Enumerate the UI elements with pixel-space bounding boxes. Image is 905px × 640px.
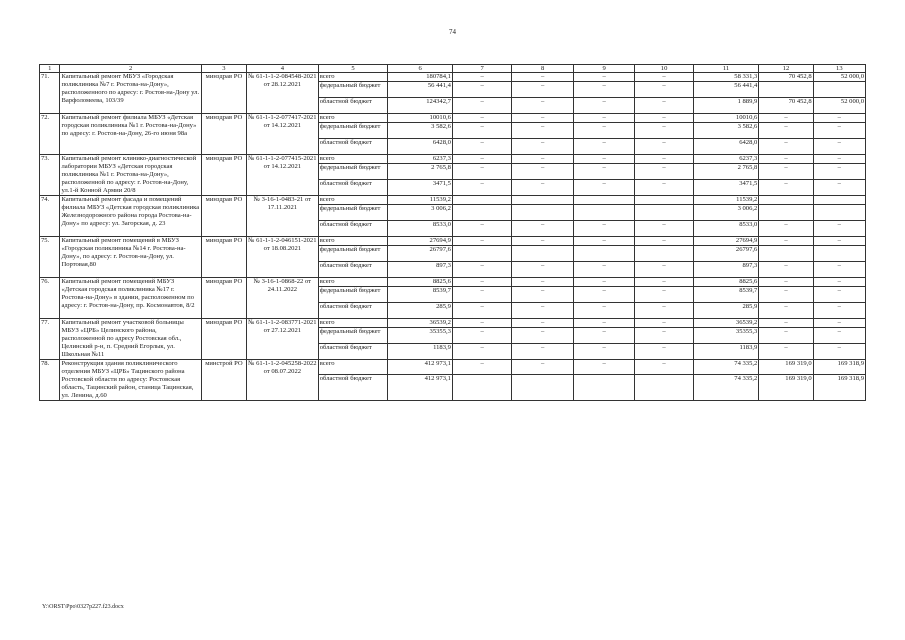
amount-cell: 3 006,2 [388,205,453,221]
amount-cell: – [452,237,511,246]
row-number: 76. [40,278,60,319]
amount-cell: – [813,221,865,237]
table-row [40,278,866,287]
amount-cell: – [452,82,511,98]
row-document: № 61-1-1-2-077415-2021 от 14.12.2021 [246,155,318,196]
amount-cell: – [759,123,813,139]
amount-cell: – [635,164,693,180]
amount-cell [452,374,511,400]
amount-cell: 1183,9 [693,344,759,360]
amount-cell: – [759,303,813,319]
row-description: Капитальный ремонт участковой больницы МБУЗ «ЦРБ» Целинского района, расположенной по адресу Ростовская обл., Целинский р-н, п. Средний Егорлык, ул. Школьная №11 [60,319,201,360]
page-number: 74 [449,28,456,36]
amount-cell: – [759,278,813,287]
funding-source: федеральный бюджет [318,164,388,180]
amount-cell: 10010,6 [388,114,453,123]
row-number: 74. [40,196,60,237]
amount-cell: – [573,98,634,114]
amount-cell: 8539,7 [388,287,453,303]
amount-cell: – [813,237,865,246]
funding-source: областной бюджет [318,262,388,278]
amount-cell [813,82,865,98]
amount-cell: 169 319,0 [759,360,813,375]
amount-cell: – [452,139,511,155]
amount-cell: 56 441,4 [693,82,759,98]
amount-cell: – [813,262,865,278]
amount-cell: – [813,287,865,303]
amount-cell: – [813,155,865,164]
amount-cell [635,374,693,400]
row-description: Капитальный ремонт филиала МБУЗ «Детская городская поликлиника №1 г. Ростова-на-Дону» по адресу: г. Ростов-на-Дону, 26-го июня 98а [60,114,201,155]
row-document: № 61-1-1-2-083771-2021 от 27.12.2021 [246,319,318,360]
amount-cell: 8825,6 [388,278,453,287]
amount-cell [512,205,573,221]
amount-cell: – [512,278,573,287]
amount-cell: – [512,287,573,303]
amount-cell: – [813,180,865,196]
amount-cell [759,196,813,205]
amount-cell: – [452,278,511,287]
amount-cell: – [759,287,813,303]
row-document: № 61-1-1-2-045258-2022 от 08.07.2022 [246,360,318,401]
amount-cell [573,246,634,262]
amount-cell [452,205,511,221]
amount-cell: – [635,287,693,303]
amount-cell: – [813,328,865,344]
amount-cell: – [635,221,693,237]
amount-cell: – [635,237,693,246]
amount-cell: – [452,98,511,114]
amount-cell: 2 765,8 [693,164,759,180]
amount-cell: 6237,3 [388,155,453,164]
amount-cell: – [573,303,634,319]
column-header: 3 [201,65,246,73]
amount-cell: 35355,3 [693,328,759,344]
row-description: Капитальный ремонт помещений МБУЗ «Детская городская поликлиника №17 г. Ростова-на-Дону» в здании, расположенном по адресу: г. Ростов-на-Дону, пр. Космонавтов, 8/2 [60,278,201,319]
amount-cell: – [452,164,511,180]
amount-cell: 8533,0 [388,221,453,237]
amount-cell: – [635,123,693,139]
amount-cell: – [512,98,573,114]
amount-cell: 169 318,9 [813,374,865,400]
amount-cell: 74 335,2 [693,374,759,400]
amount-cell: – [759,344,813,360]
amount-cell: 1 889,9 [693,98,759,114]
amount-cell: – [452,73,511,82]
funding-source: всего [318,237,388,246]
funding-source: федеральный бюджет [318,246,388,262]
amount-cell: – [573,287,634,303]
amount-cell: – [512,180,573,196]
amount-cell: 8539,7 [693,287,759,303]
amount-cell: 169 318,9 [813,360,865,375]
amount-cell: – [635,180,693,196]
amount-cell: – [512,237,573,246]
amount-cell: 11539,2 [388,196,453,205]
funding-source: федеральный бюджет [318,287,388,303]
amount-cell [452,196,511,205]
amount-cell: 124342,7 [388,98,453,114]
column-header: 9 [573,65,634,73]
funding-source: областной бюджет [318,303,388,319]
row-ministry: минздрав РО [201,237,246,278]
amount-cell: 169 319,0 [759,374,813,400]
amount-cell: – [573,278,634,287]
table-body [40,73,866,401]
amount-cell: 74 335,2 [693,360,759,375]
column-header: 12 [759,65,813,73]
amount-cell: – [573,237,634,246]
amount-cell: 3471,5 [693,180,759,196]
amount-cell: 8825,6 [693,278,759,287]
amount-cell: – [635,114,693,123]
amount-cell: – [452,303,511,319]
amount-cell: – [452,360,511,375]
amount-cell: 10010,6 [693,114,759,123]
amount-cell: – [635,278,693,287]
amount-cell: 2 765,8 [388,164,453,180]
amount-cell: – [452,155,511,164]
amount-cell [512,374,573,400]
amount-cell: – [759,328,813,344]
row-ministry: минздрав РО [201,155,246,196]
row-number: 71. [40,73,60,114]
amount-cell: – [573,328,634,344]
amount-cell: 3 582,6 [388,123,453,139]
table-row [40,155,866,164]
amount-cell: 58 331,3 [693,73,759,82]
amount-cell: – [573,164,634,180]
budget-table [39,64,866,401]
amount-cell: – [512,360,573,375]
amount-cell: – [452,123,511,139]
amount-cell: – [759,139,813,155]
amount-cell: – [635,82,693,98]
row-document: № 61-1-1-2-046151-2021 от 18.08.2021 [246,237,318,278]
amount-cell: 897,3 [388,262,453,278]
amount-cell: 26797,6 [388,246,453,262]
amount-cell: – [813,278,865,287]
amount-cell: – [635,73,693,82]
amount-cell: – [452,262,511,278]
amount-cell [635,205,693,221]
funding-source: областной бюджет [318,344,388,360]
amount-cell: 35355,3 [388,328,453,344]
column-header: 8 [512,65,573,73]
funding-source: областной бюджет [318,98,388,114]
amount-cell: 27694,9 [388,237,453,246]
amount-cell: – [573,360,634,375]
amount-cell: – [759,237,813,246]
amount-cell: – [512,303,573,319]
amount-cell: – [573,155,634,164]
amount-cell: – [573,139,634,155]
table-row [40,319,866,328]
amount-cell [813,196,865,205]
amount-cell: – [452,221,511,237]
row-number: 73. [40,155,60,196]
funding-source: федеральный бюджет [318,82,388,98]
amount-cell [759,205,813,221]
amount-cell: 6428,0 [693,139,759,155]
row-number: 72. [40,114,60,155]
funding-source: федеральный бюджет [318,123,388,139]
amount-cell: 180784,1 [388,73,453,82]
amount-cell: – [813,114,865,123]
amount-cell: 26797,6 [693,246,759,262]
amount-cell: – [452,180,511,196]
amount-cell: – [813,139,865,155]
amount-cell: 56 441,4 [388,82,453,98]
amount-cell: – [452,328,511,344]
amount-cell: – [813,123,865,139]
file-path-footer: Y:\ORST\Ppo\0327p227.f23.docx [42,604,124,610]
amount-cell: – [452,319,511,328]
funding-source: всего [318,114,388,123]
amount-cell: 6237,3 [693,155,759,164]
row-description: Реконструкция здания поликлинического отделения МБУЗ «ЦРБ» Тацинского района Ростовской области по адресу: Ростовская область, Тацинский район, станица Тацинская, ул. Ленина, д.60 [60,360,201,401]
amount-cell: 36539,2 [693,319,759,328]
amount-cell: 285,9 [693,303,759,319]
row-ministry: минстрой РО [201,360,246,401]
column-header: 1 [40,65,60,73]
amount-cell: 3 582,6 [693,123,759,139]
amount-cell: – [573,114,634,123]
amount-cell: 8533,0 [693,221,759,237]
amount-cell: – [813,303,865,319]
column-header: 13 [813,65,865,73]
row-document: № 3-16-1-0483-21 от 17.11.2021 [246,196,318,237]
amount-cell: – [512,319,573,328]
amount-cell: – [813,164,865,180]
amount-cell [573,205,634,221]
row-number: 75. [40,237,60,278]
column-header: 10 [635,65,693,73]
funding-source: областной бюджет [318,139,388,155]
row-ministry: минздрав РО [201,114,246,155]
amount-cell [452,246,511,262]
funding-source: всего [318,360,388,375]
amount-cell [813,205,865,221]
amount-cell: 70 452,8 [759,98,813,114]
amount-cell: – [573,344,634,360]
table-row [40,73,866,82]
amount-cell: – [573,180,634,196]
amount-cell: – [813,344,865,360]
funding-source: федеральный бюджет [318,328,388,344]
amount-cell: 70 452,8 [759,73,813,82]
row-document: № 61-1-1-2-084548-2021 от 28.12.2021 [246,73,318,114]
table-row [40,360,866,375]
amount-cell: – [635,155,693,164]
funding-source: всего [318,196,388,205]
amount-cell [512,246,573,262]
row-description: Капитальный ремонт помещений в МБУЗ «Городская поликлиника №14 г. Ростова-на-Дону», по адресу: г. Ростов-на-Дону, ул. Портовая,80 [60,237,201,278]
amount-cell [759,246,813,262]
amount-cell: – [452,114,511,123]
amount-cell: – [512,139,573,155]
row-ministry: минздрав РО [201,73,246,114]
funding-source: областной бюджет [318,221,388,237]
amount-cell: – [759,164,813,180]
column-header: 5 [318,65,388,73]
amount-cell: 412 973,1 [388,374,453,400]
amount-cell: – [512,82,573,98]
table-header [40,65,866,73]
amount-cell [573,196,634,205]
amount-cell [635,246,693,262]
amount-cell: 897,3 [693,262,759,278]
row-document: № 3-16-1-0868-22 от 24.11.2022 [246,278,318,319]
amount-cell: – [635,360,693,375]
column-header: 11 [693,65,759,73]
row-ministry: минздрав РО [201,319,246,360]
row-description: Капитальный ремонт МБУЗ «Городская поликлиника №7 г. Ростова-на-Дону», расположенного по адресу: г. Ростов-на-Дону ул. Варфоломеева, 103/39 [60,73,201,114]
funding-source: федеральный бюджет [318,205,388,221]
amount-cell: – [759,180,813,196]
amount-cell: – [635,139,693,155]
amount-cell: – [452,344,511,360]
column-header: 6 [388,65,453,73]
table-row [40,114,866,123]
amount-cell: – [573,319,634,328]
amount-cell: – [759,221,813,237]
amount-cell: 36539,2 [388,319,453,328]
funding-source: всего [318,278,388,287]
row-description: Капитальный ремонт фасада и помещений филиала МБУЗ «Детская городская поликлиника Железнодорожного района города Ростова-на-Дону» по адресу: ул. Загорская, д. 23 [60,196,201,237]
column-header: 4 [246,65,318,73]
amount-cell: – [512,123,573,139]
table-row [40,196,866,205]
amount-cell: – [512,221,573,237]
amount-cell: – [813,319,865,328]
amount-cell: – [573,82,634,98]
amount-cell: 3 006,2 [693,205,759,221]
amount-cell: – [512,262,573,278]
funding-source: всего [318,155,388,164]
funding-source: областной бюджет [318,374,388,400]
amount-cell: 52 000,0 [813,73,865,82]
funding-source: областной бюджет [318,180,388,196]
amount-cell: – [512,73,573,82]
amount-cell: 6428,0 [388,139,453,155]
amount-cell: – [452,287,511,303]
amount-cell: 1183,9 [388,344,453,360]
row-description: Капитальный ремонт клинико-диагностической лаборатории МБУЗ «Детская городская поликлиника №1 г. Ростова-на-Дону», расположенной по адресу: г. Ростов-на-Дону, ул.1-й Конной Армии 20/8 [60,155,201,196]
amount-cell: 11539,2 [693,196,759,205]
amount-cell: – [635,328,693,344]
row-document: № 61-1-1-2-077417-2021 от 14.12.2021 [246,114,318,155]
amount-cell: – [635,319,693,328]
amount-cell: 285,9 [388,303,453,319]
row-ministry: минздрав РО [201,196,246,237]
amount-cell: – [512,164,573,180]
amount-cell: – [512,155,573,164]
funding-source: всего [318,73,388,82]
amount-cell: – [512,114,573,123]
row-number: 78. [40,360,60,401]
amount-cell: – [512,344,573,360]
table-row [40,237,866,246]
amount-cell: – [635,98,693,114]
amount-cell [573,374,634,400]
amount-cell: – [512,328,573,344]
amount-cell: – [759,114,813,123]
amount-cell: 27694,9 [693,237,759,246]
amount-cell [759,82,813,98]
row-number: 77. [40,319,60,360]
amount-cell: 412 973,1 [388,360,453,375]
amount-cell [635,196,693,205]
amount-cell: – [573,73,634,82]
amount-cell [512,196,573,205]
amount-cell: – [635,344,693,360]
amount-cell: – [573,221,634,237]
amount-cell: – [573,123,634,139]
amount-cell: – [635,262,693,278]
amount-cell: – [759,262,813,278]
funding-source: всего [318,319,388,328]
amount-cell: 52 000,0 [813,98,865,114]
amount-cell [813,246,865,262]
amount-cell: – [759,155,813,164]
amount-cell: – [573,262,634,278]
row-ministry: минздрав РО [201,278,246,319]
amount-cell: – [759,319,813,328]
column-header: 7 [452,65,511,73]
amount-cell: 3471,5 [388,180,453,196]
amount-cell: – [635,303,693,319]
column-header: 2 [60,65,201,73]
